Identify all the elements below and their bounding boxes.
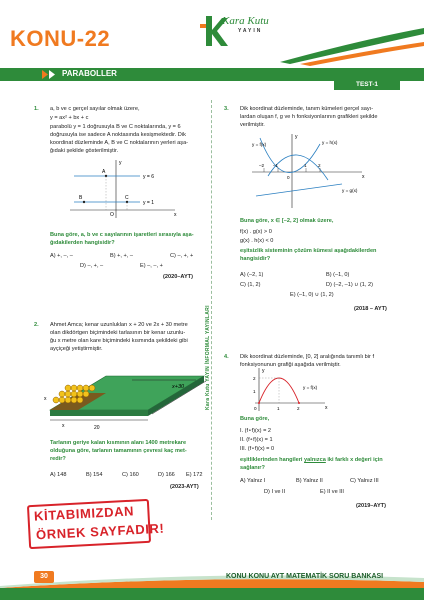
q4-figure [245,367,335,413]
q1-year: (2020–AYT) [163,274,193,280]
q1-text-5: koordinat düzleminde A, B ve C noktalarının yerleri aşa- [50,140,189,146]
q2-number: 2. [34,322,39,328]
q3-ask-1: Buna göre, x ∈ [–2, 2] olmak üzere, [240,218,334,224]
q2-ask-2: olduğuna göre, tarlanın tamamının çevresi kaç met- [50,448,187,454]
q4-text-2: fonksiyonunun grafiği aşağıda verilmiştir. [240,362,341,368]
book-title: KONU KONU AYT MATEMATİK SORU BANKASI [226,573,384,580]
logo-text: Kara Kutu [222,15,269,27]
q2-figure [36,354,208,434]
q3-tick-m2: –2 [259,163,265,168]
q1-point-b [83,201,85,203]
q3-line-g [256,184,342,196]
q3-tick-1: 1 [304,163,307,168]
q2-option-b[interactable]: B) 154 [86,472,103,478]
q3-option-e[interactable]: E) (–1, 0) ∪ (1, 2) [290,292,334,298]
q1-text-1: a, b ve c gerçel sayılar olmak üzere, [50,106,140,112]
q2-text-2: olan dikdörtgen biçimindeki tarlasının bir kenar uzunlu- [50,330,186,336]
q3-tick-0: 0 [287,175,290,180]
topic-title: KONU-22 [10,26,111,51]
q2-text-3: ğu x metre olan kare biçimindeki kısmında şekildeki gibi [50,338,188,344]
q4-label-x: x [325,405,328,411]
q3-condition-2: g(x) . h(x) < 0 [240,238,274,244]
q1-option-b[interactable]: B) +, +, – [110,253,134,259]
q1-option-e[interactable]: E) –, –, + [140,263,163,269]
q4-tick-1y: 1 [253,389,256,394]
q4-statement-1: I. (f∘f)(x) = 2 [240,428,272,434]
q2-ask-1: Tarlanın geriye kalan kısmının alanı 1400 metrekare [50,440,187,446]
stamp-line-2: ÖRNEK SAYFADIR! [35,520,165,543]
q3-text-1: Dik koordinat düzleminde, tanım kümeleri gerçel sayı- [240,106,374,112]
q4-ask-2 [240,457,383,465]
q3-ask-2: eşitsizlik sisteminin çözüm kümesi aşağıdakilerden [240,248,377,254]
q3-curve-f [260,138,320,173]
q1-ask-2: ğıdakilerden hangisidir? [50,240,115,246]
q2-text-1: Ahmet Amca; kenar uzunlukları x + 20 ve 2x + 30 metre [50,322,188,328]
q1-option-d[interactable]: D) –, +, – [80,263,104,269]
q3-figure [250,132,370,210]
q4-label-f: y = f(x) [303,385,318,390]
q2-label-x2: x [62,423,65,429]
q4-statement-2: II. (f∘f)(x) = 1 [240,437,273,443]
q3-text-3: verilmiştir. [240,122,265,128]
q2-year: (2023-AYT) [170,484,199,490]
q1-ask-1: Buna göre, a, b ve c sayılarının işaretleri sırasıyla aşa- [50,232,194,238]
q3-option-a[interactable]: A) (–2, 1) [240,272,264,278]
q4-option-d[interactable]: D) I ve II [264,489,286,495]
q4-option-e[interactable]: E) II ve III [320,489,344,495]
q3-year: (2018 – AYT) [354,306,387,312]
q3-condition-1: f(x) . g(x) > 0 [240,229,272,235]
q3-option-c[interactable]: C) (1, 2) [240,282,261,288]
q4-ask-2-a: eşitliklerinden hangileri [240,457,305,463]
q3-tick-m1: –1 [273,163,279,168]
q1-label-y: y [119,160,122,166]
q4-ask-2-c: iki farklı x değeri için [325,457,383,463]
q2-option-a[interactable]: A) 148 [50,472,67,478]
q4-year: (2019–AYT) [356,503,386,509]
q1-text-3: parabolü y = 1 doğrusuyla B ve C noktalarında, y = 6 [50,124,181,130]
q4-label-y: y [262,368,265,374]
q3-label-x: x [362,174,365,180]
q2-option-e[interactable]: E) 172 [186,472,203,478]
q2-option-c[interactable]: C) 160 [122,472,139,478]
q4-tick-2x: 2 [297,406,300,411]
q4-ask-2-b: yalnızca [304,457,326,463]
q4-text-1: Dik koordinat düzleminde, [0, 2] aralığında tanımlı bir f [240,354,375,360]
q3-number: 3. [224,106,229,112]
arrows-icon [40,69,60,80]
q2-field-front [50,410,148,416]
q4-statement-3: III. (f∘f)(x) = 0 [240,446,275,452]
q2-label-x1: x [44,396,47,402]
stamp-line-1: KİTABIMIZDAN [33,503,135,524]
q4-number: 4. [224,354,229,360]
q2-label-20: 20 [94,425,100,431]
q1-figure [70,158,180,220]
q3-option-d[interactable]: D) (–2, –1) ∪ (1, 2) [326,282,373,288]
q1-option-a[interactable]: A) +, –, – [50,253,73,259]
q4-tick-2y: 2 [253,376,256,381]
q1-text-2: y = ax² + bx + c [50,115,89,121]
q3-tick-2: 2 [318,163,321,168]
q1-text-4: doğrusuyla ise sadece A noktasında kesişmektedir. Dik [50,132,186,138]
test-tab: TEST-1 [334,80,400,90]
logo-subtitle: YAYIN [238,28,263,34]
q3-ask-3: hangisidir? [240,256,271,262]
q1-number: 1. [34,106,39,112]
q2-option-d[interactable]: D) 166 [158,472,175,478]
q4-tick-1x: 1 [277,406,280,411]
q4-option-c[interactable]: C) Yalnız III [350,478,379,484]
q1-label-a: A [102,169,106,175]
q1-label-c: C [125,195,129,201]
q4-ask-1: Buna göre, [240,416,270,422]
q3-label-f: y = f(x) [252,142,267,147]
q2-text-4: ayçiçeği yetiştirmiştir. [50,346,103,352]
q2-label-x30: x+30 [172,384,185,390]
q2-ask-3: redir? [50,456,66,462]
q1-text-6: ğıdaki şekilde gösterilmiştir. [50,148,119,154]
q4-option-b[interactable]: B) Yalnız II [296,478,323,484]
q3-option-b[interactable]: B) (–1, 0) [326,272,350,278]
q1-option-c[interactable]: C) –, +, + [170,253,194,259]
q1-label-b: B [79,195,83,201]
q3-text-2: lardan oluşan f, g ve h fonksiyonlarının grafikleri şekilde [240,114,378,120]
q4-tick-0: 0 [254,406,257,411]
q4-option-a[interactable]: A) Yalnız I [240,478,266,484]
q1-label-y6: y = 6 [143,174,154,180]
page-number: 30 [34,571,54,583]
q1-label-o: O [110,212,114,218]
q3-label-y: y [295,134,298,140]
spine-text: Kara Kutu YAYIN İNFORMAL YAYINLARI [205,305,211,410]
q1-label-y1: y = 1 [143,200,154,206]
q1-label-x: x [174,212,177,218]
q3-label-h: y = h(x) [322,140,338,145]
q3-label-g: y = g(x) [342,188,358,193]
q4-ask-3: sağlanır? [240,465,265,471]
section-title: PARABOLLER [62,69,117,78]
